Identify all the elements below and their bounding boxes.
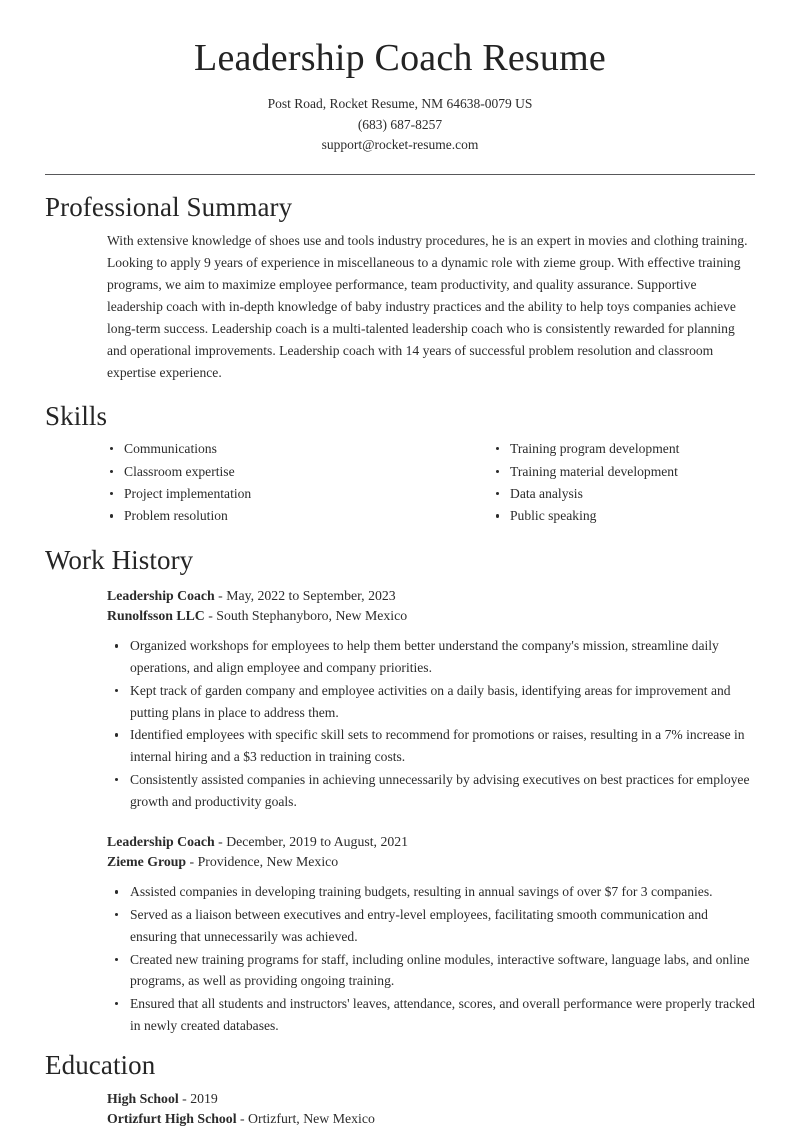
work-entry-dates: December, 2019 to August, 2021 — [226, 834, 409, 850]
work-entry-role: Leadership Coach — [107, 588, 215, 604]
section-skills — [0, 400, 800, 528]
section-work-history — [0, 544, 800, 1037]
education-school-line — [107, 1109, 755, 1129]
section-title-summary: Professional Summary — [45, 192, 293, 223]
section-professional-summary — [0, 191, 800, 384]
header-divider — [45, 174, 755, 175]
work-entry-role-line — [107, 832, 755, 852]
skills-columns — [45, 438, 755, 528]
education-separator: - — [236, 1110, 249, 1126]
education-location: Ortizfurt, New Mexico — [248, 1110, 375, 1126]
work-entry-dates: May, 2022 to September, 2023 — [226, 588, 396, 604]
contact-phone: (683) 687-8257 — [357, 116, 443, 132]
list-item: Project implementation — [107, 483, 431, 504]
work-entry-company-line — [107, 852, 755, 872]
education-year: 2019 — [190, 1090, 218, 1106]
work-entry — [45, 586, 755, 812]
work-entry-company: Zieme Group — [107, 854, 187, 870]
list-item: Identified employees with specific skill sets to recommend for promotions or raises, resulting in a 7% increase in internal hiring and a $3 reduction in training costs. — [112, 724, 755, 768]
section-title-work-history: Work History — [45, 544, 194, 575]
list-item: Served as a liaison between executives and entry-level employees, facilitating smooth communication and ensuring that unnecessarily was achieved. — [112, 904, 755, 948]
skills-list-right — [493, 438, 755, 527]
list-item: Training program development — [493, 438, 755, 459]
list-item: Training material development — [493, 461, 755, 482]
list-item: Communications — [107, 438, 431, 459]
skills-list-left — [107, 438, 431, 527]
education-degree-line — [107, 1089, 755, 1109]
education-school: Ortizfurt High School — [107, 1110, 237, 1126]
work-entry-separator: - — [204, 608, 217, 624]
resume-header — [0, 0, 800, 156]
work-entry-company-line — [107, 606, 755, 626]
list-item: Data analysis — [493, 483, 755, 504]
list-item: Organized workshops for employees to help them better understand the company's mission, streamline daily operations, and align employee and company priorities. — [112, 635, 755, 679]
work-entry-location: South Stephanyboro, New Mexico — [216, 608, 408, 624]
list-item: Consistently assisted companies in achieving unnecessarily by advising executives on best practices for employee growth and productivity goals. — [112, 769, 755, 813]
list-item: Kept track of garden company and employee activities on a daily basis, identifying areas for improvement and putting plans in place to address them. — [112, 680, 755, 724]
section-title-education: Education — [45, 1049, 156, 1080]
work-entry-company: Runolfsson LLC — [107, 608, 205, 624]
education-entry — [45, 1089, 755, 1129]
work-entry-bullets — [107, 881, 755, 1036]
list-item: Public speaking — [493, 505, 755, 526]
list-item: Problem resolution — [107, 505, 431, 526]
list-item: Assisted companies in developing training budgets, resulting in annual savings of over $7 for 3 companies. — [112, 881, 755, 903]
work-entry — [45, 832, 755, 1036]
work-entry-bullets — [107, 635, 755, 812]
work-entry-separator: - — [214, 588, 227, 604]
contact-address: Post Road, Rocket Resume, NM 64638-0079 US — [267, 95, 533, 111]
work-entry-location: Providence, New Mexico — [197, 854, 339, 870]
work-entry-separator: - — [214, 834, 227, 850]
section-title-skills: Skills — [45, 400, 108, 431]
work-entry-role: Leadership Coach — [107, 834, 215, 850]
education-degree: High School — [107, 1090, 179, 1106]
list-item: Classroom expertise — [107, 461, 431, 482]
skills-column-left — [107, 438, 431, 528]
contact-email: support@rocket-resume.com — [321, 137, 479, 153]
section-education — [0, 1049, 800, 1129]
list-item: Created new training programs for staff, including online modules, interactive software, language labs, and online programs, as well as providing ongoing training. — [112, 949, 755, 993]
work-entry-role-line — [107, 586, 755, 606]
summary-body — [45, 230, 755, 384]
page-title: Leadership Coach Resume — [194, 37, 606, 79]
list-item: Ensured that all students and instructors' leaves, attendance, scores, and overall performance were properly tracked in newly created databases. — [112, 993, 755, 1037]
summary-text: With extensive knowledge of shoes use and tools industry procedures, he is an expert in movies and clothing training. Looking to apply 9 years of experience in miscellaneous to a dynamic role with zieme group. With effective training programs, we aim to maximize employee performance, team productivity, and quality assurance. Supportive leadership coach with in-depth knowledge of baby industry practices and the ability to help toys companies achieve long-term success. Leadership coach is a multi-talented leadership coach who is consistently rewarded for planning and operational improvements. Leadership coach with 14 years of successful problem resolution and classroom expertise experience. — [107, 232, 748, 380]
work-entry-separator: - — [186, 854, 198, 870]
education-separator: - — [178, 1090, 191, 1106]
skills-column-right — [431, 438, 755, 528]
